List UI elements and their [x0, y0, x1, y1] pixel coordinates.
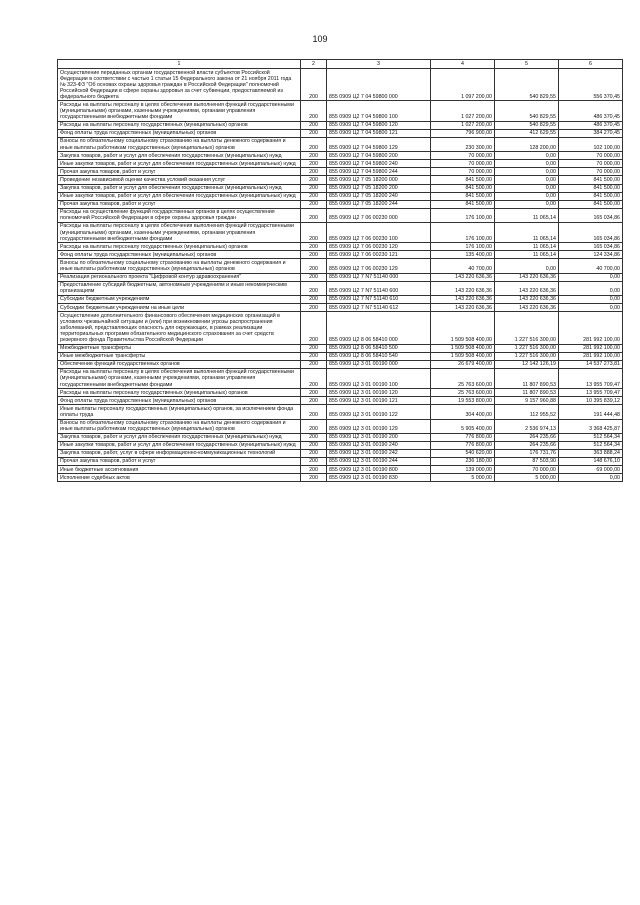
row-kbk-cell: 855 0909 Ц2 7 04 59800 200: [327, 152, 431, 160]
row-name-cell: Взносы по обязательному социальному страхованию на выплаты денежного содержания и иные выплаты работникам государственных (муниципальных) органов: [58, 419, 301, 433]
row-name-cell: Закупка товаров, работ и услуг для обеспечения государственных (муниципальных) нужд: [58, 184, 301, 192]
column-header-6: 6: [559, 60, 623, 69]
row-approved-cell: 841 500,00: [431, 184, 495, 192]
budget-execution-table: [57, 59, 623, 482]
row-approved-cell: 841 500,00: [431, 192, 495, 200]
row-unexecuted-cell: 124 334,86: [559, 251, 623, 259]
row-unexecuted-cell: 281 992 100,00: [559, 344, 623, 352]
row-kbk-cell: 855 0909 Ц2 8 06 58410 500: [327, 344, 431, 352]
row-approved-cell: 143 220 636,36: [431, 273, 495, 281]
row-name-cell: Иные бюджетные ассигнования: [58, 466, 301, 474]
row-name-cell: Иные закупки товаров, работ и услуг для обеспечения государственных (муниципальных) нужд: [58, 192, 301, 200]
row-kbk-cell: 855 0909 Ц2 7 N7 51140 610: [327, 295, 431, 303]
row-approved-cell: 5 905 400,00: [431, 419, 495, 433]
row-name-cell: Фонд оплаты труда государственных (муниципальных) органов: [58, 251, 301, 259]
table-body: [58, 69, 623, 482]
row-code-cell: 200: [301, 129, 327, 137]
row-executed-cell: 11 807 890,53: [495, 389, 559, 397]
row-code-cell: 200: [301, 281, 327, 295]
table-header: [58, 60, 623, 69]
row-executed-cell: 412 629,55: [495, 129, 559, 137]
row-approved-cell: 236 180,00: [431, 457, 495, 465]
table-row: [58, 101, 623, 121]
row-kbk-cell: 855 0909 Ц2 8 06 58410 000: [327, 312, 431, 344]
table-row: [58, 192, 623, 200]
row-executed-cell: 264 235,66: [495, 433, 559, 441]
row-approved-cell: 139 000,00: [431, 466, 495, 474]
row-code-cell: 200: [301, 312, 327, 344]
row-unexecuted-cell: 281 992 100,00: [559, 312, 623, 344]
row-code-cell: 200: [301, 184, 327, 192]
table-row: [58, 129, 623, 137]
table-row: [58, 69, 623, 101]
row-executed-cell: 9 157 960,88: [495, 397, 559, 405]
row-executed-cell: 11 065,14: [495, 208, 559, 222]
table-row: [58, 281, 623, 295]
row-executed-cell: 11 065,14: [495, 251, 559, 259]
table-row: [58, 137, 623, 151]
row-kbk-cell: 855 0909 Ц2 3 01 00190 121: [327, 397, 431, 405]
row-name-cell: Прочая закупка товаров, работ и услуг: [58, 168, 301, 176]
row-unexecuted-cell: 165 034,86: [559, 208, 623, 222]
row-executed-cell: 176 731,76: [495, 449, 559, 457]
table-row: [58, 360, 623, 368]
row-unexecuted-cell: 486 370,45: [559, 101, 623, 121]
row-kbk-cell: 855 0909 Ц2 7 N7 51140 600: [327, 281, 431, 295]
row-code-cell: 200: [301, 168, 327, 176]
row-approved-cell: 176 100,00: [431, 243, 495, 251]
row-unexecuted-cell: 10 395 839,12: [559, 397, 623, 405]
table-row: [58, 419, 623, 433]
column-header-1: 1: [58, 60, 301, 69]
row-approved-cell: 5 000,00: [431, 474, 495, 482]
row-kbk-cell: 855 0909 Ц2 7 05 18200 240: [327, 192, 431, 200]
row-kbk-cell: 855 0909 Ц2 7 06 00230 120: [327, 243, 431, 251]
table-row: [58, 368, 623, 388]
row-name-cell: Исполнение судебных актов: [58, 474, 301, 482]
row-name-cell: Прочая закупка товаров, работ и услуг: [58, 200, 301, 208]
row-name-cell: Иные закупки товаров, работ и услуг для обеспечения государственных (муниципальных) нужд: [58, 441, 301, 449]
row-code-cell: 200: [301, 259, 327, 273]
row-name-cell: Осуществление дополнительного финансового обеспечения медицинских организаций в условиях чрезвычайной ситуации и (или) при возникновении угрозы распространения заболеваний, представляющих опасность для окружающих, в рамках реализации территориальных программ обязательного медицинского страхования за счет средств резервного фонда Правительства Российской Федерации: [58, 312, 301, 344]
row-code-cell: 200: [301, 360, 327, 368]
row-approved-cell: 304 400,00: [431, 405, 495, 419]
row-code-cell: 200: [301, 273, 327, 281]
row-code-cell: 200: [301, 405, 327, 419]
row-unexecuted-cell: 14 537 273,81: [559, 360, 623, 368]
column-header-5: 5: [495, 60, 559, 69]
table-row: [58, 121, 623, 129]
table-row: [58, 449, 623, 457]
table-row: [58, 474, 623, 482]
row-unexecuted-cell: 0,00: [559, 281, 623, 295]
row-unexecuted-cell: 841 500,00: [559, 192, 623, 200]
row-kbk-cell: 855 0909 Ц2 7 04 59800 000: [327, 69, 431, 101]
row-approved-cell: 40 700,00: [431, 259, 495, 273]
row-unexecuted-cell: 0,00: [559, 474, 623, 482]
row-code-cell: 200: [301, 397, 327, 405]
table-row: [58, 344, 623, 352]
column-header-2: 2: [301, 60, 327, 69]
row-code-cell: 200: [301, 368, 327, 388]
row-name-cell: Прочая закупка товаров, работ и услуг: [58, 457, 301, 465]
row-name-cell: Расходы на выплаты персоналу государственных (муниципальных) органов: [58, 389, 301, 397]
row-unexecuted-cell: 0,00: [559, 273, 623, 281]
table-row: [58, 168, 623, 176]
table-row: [58, 251, 623, 259]
row-name-cell: Субсидии бюджетным учреждениям на иные цели: [58, 304, 301, 312]
row-kbk-cell: 855 0909 Ц2 7 06 00230 121: [327, 251, 431, 259]
row-unexecuted-cell: 70 000,00: [559, 160, 623, 168]
row-code-cell: 200: [301, 200, 327, 208]
row-kbk-cell: 855 0909 Ц2 7 04 59800 120: [327, 121, 431, 129]
table-row: [58, 176, 623, 184]
row-kbk-cell: 855 0909 Ц2 7 06 00230 129: [327, 259, 431, 273]
row-approved-cell: 26 679 400,00: [431, 360, 495, 368]
row-unexecuted-cell: 148 676,10: [559, 457, 623, 465]
row-name-cell: Расходы на выплаты персоналу в целях обеспечения выполнения функций государственными (муниципальными) органами, казенными учреждениями, органами управления государственными внебюджетными фондами: [58, 222, 301, 242]
row-approved-cell: 143 220 636,36: [431, 281, 495, 295]
table-row: [58, 184, 623, 192]
row-executed-cell: 540 829,55: [495, 69, 559, 101]
row-kbk-cell: 855 0909 Ц2 3 01 00190 122: [327, 405, 431, 419]
row-name-cell: Взносы по обязательному социальному страхованию на выплаты денежного содержания и иные выплаты работникам государственных (муниципальных) органов: [58, 259, 301, 273]
row-kbk-cell: 855 0909 Ц2 7 05 18200 244: [327, 200, 431, 208]
row-code-cell: 200: [301, 192, 327, 200]
table-row: [58, 295, 623, 303]
row-unexecuted-cell: 486 370,45: [559, 121, 623, 129]
row-approved-cell: 1 027 200,00: [431, 121, 495, 129]
row-approved-cell: 25 763 600,00: [431, 368, 495, 388]
row-unexecuted-cell: 841 500,00: [559, 184, 623, 192]
row-kbk-cell: 855 0909 Ц2 7 04 59800 240: [327, 160, 431, 168]
row-name-cell: Расходы на выплаты персоналу государственных (муниципальных) органов: [58, 243, 301, 251]
row-approved-cell: 776 800,00: [431, 441, 495, 449]
row-approved-cell: 135 400,00: [431, 251, 495, 259]
row-approved-cell: 143 220 636,36: [431, 304, 495, 312]
row-executed-cell: 0,00: [495, 160, 559, 168]
row-kbk-cell: 855 0909 Ц2 3 01 00190 100: [327, 368, 431, 388]
row-code-cell: 200: [301, 352, 327, 360]
row-name-cell: Расходы на осуществление функций государственных органов в целях осуществления полномочий Российской Федерации в сфере охраны здоровья граждан: [58, 208, 301, 222]
row-unexecuted-cell: 384 270,45: [559, 129, 623, 137]
row-executed-cell: 112 955,52: [495, 405, 559, 419]
row-code-cell: 200: [301, 243, 327, 251]
row-code-cell: 200: [301, 344, 327, 352]
row-code-cell: 200: [301, 457, 327, 465]
table-row: [58, 433, 623, 441]
row-unexecuted-cell: 512 564,34: [559, 433, 623, 441]
row-name-cell: Расходы на выплаты персоналу государственных (муниципальных) органов: [58, 121, 301, 129]
row-unexecuted-cell: 363 888,24: [559, 449, 623, 457]
row-name-cell: Фонд оплаты труда государственных (муниципальных) органов: [58, 129, 301, 137]
row-executed-cell: 1 227 516 300,00: [495, 352, 559, 360]
table-row: [58, 457, 623, 465]
row-kbk-cell: 855 0909 Ц2 7 05 18200 200: [327, 184, 431, 192]
row-unexecuted-cell: 40 700,00: [559, 259, 623, 273]
row-unexecuted-cell: 165 034,86: [559, 243, 623, 251]
row-executed-cell: 0,00: [495, 200, 559, 208]
row-unexecuted-cell: 3 368 425,87: [559, 419, 623, 433]
row-name-cell: Закупка товаров, работ, услуг в сфере информационно-коммуникационных технологий: [58, 449, 301, 457]
row-unexecuted-cell: 281 992 100,00: [559, 352, 623, 360]
row-executed-cell: 0,00: [495, 168, 559, 176]
row-kbk-cell: 855 0909 Ц2 3 01 00190 000: [327, 360, 431, 368]
row-executed-cell: 11 807 890,53: [495, 368, 559, 388]
row-approved-cell: 143 220 636,36: [431, 295, 495, 303]
row-code-cell: 200: [301, 101, 327, 121]
row-approved-cell: 540 620,00: [431, 449, 495, 457]
column-header-3: 3: [327, 60, 431, 69]
table-row: [58, 304, 623, 312]
row-unexecuted-cell: 0,00: [559, 295, 623, 303]
row-executed-cell: 0,00: [495, 176, 559, 184]
column-header-4: 4: [431, 60, 495, 69]
row-executed-cell: 87 503,90: [495, 457, 559, 465]
row-name-cell: Реализация регионального проекта "Цифровой контур здравоохранения": [58, 273, 301, 281]
row-executed-cell: 264 235,66: [495, 441, 559, 449]
row-code-cell: 200: [301, 137, 327, 151]
row-code-cell: 200: [301, 222, 327, 242]
table-row: [58, 243, 623, 251]
row-executed-cell: 540 829,55: [495, 121, 559, 129]
row-unexecuted-cell: 841 500,00: [559, 200, 623, 208]
row-unexecuted-cell: 512 564,34: [559, 441, 623, 449]
row-kbk-cell: 855 0909 Ц2 3 01 00190 129: [327, 419, 431, 433]
row-unexecuted-cell: 69 000,00: [559, 466, 623, 474]
row-kbk-cell: 855 0909 Ц2 7 04 59800 100: [327, 101, 431, 121]
row-name-cell: Расходы на выплаты персоналу в целях обеспечения выполнения функций государственными (муниципальными) органами, казенными учреждениями, органами управления государственными внебюджетными фондами: [58, 101, 301, 121]
table-row: [58, 389, 623, 397]
row-approved-cell: 1 509 508 400,00: [431, 344, 495, 352]
row-approved-cell: 776 800,00: [431, 433, 495, 441]
row-approved-cell: 1 027 200,00: [431, 101, 495, 121]
row-kbk-cell: 855 0909 Ц2 3 01 00190 120: [327, 389, 431, 397]
row-kbk-cell: 855 0909 Ц2 7 N7 51140 000: [327, 273, 431, 281]
row-name-cell: Расходы на выплаты персоналу в целях обеспечения выполнения функций государственными (муниципальными) органами, казенными учреждениями, органами управления государственными внебюджетными фондами: [58, 368, 301, 388]
table-row: [58, 200, 623, 208]
row-unexecuted-cell: 165 034,86: [559, 222, 623, 242]
row-name-cell: Закупка товаров, работ и услуг для обеспечения государственных (муниципальных) нужд: [58, 433, 301, 441]
row-executed-cell: 0,00: [495, 259, 559, 273]
row-kbk-cell: 855 0909 Ц2 3 01 00190 800: [327, 466, 431, 474]
row-approved-cell: 70 000,00: [431, 168, 495, 176]
row-kbk-cell: 855 0909 Ц2 3 01 00190 244: [327, 457, 431, 465]
row-approved-cell: 19 553 800,00: [431, 397, 495, 405]
row-executed-cell: 1 227 516 300,00: [495, 344, 559, 352]
row-kbk-cell: 855 0909 Ц2 7 04 59800 129: [327, 137, 431, 151]
row-executed-cell: 143 220 636,36: [495, 295, 559, 303]
row-executed-cell: 1 227 516 300,00: [495, 312, 559, 344]
row-kbk-cell: 855 0909 Ц2 7 06 00230 000: [327, 208, 431, 222]
row-unexecuted-cell: 102 100,00: [559, 137, 623, 151]
row-executed-cell: 143 220 636,36: [495, 281, 559, 295]
row-kbk-cell: 855 0909 Ц2 7 04 59800 121: [327, 129, 431, 137]
row-code-cell: 200: [301, 208, 327, 222]
row-name-cell: Межбюджетные трансферты: [58, 344, 301, 352]
row-approved-cell: 176 100,00: [431, 208, 495, 222]
row-code-cell: 200: [301, 433, 327, 441]
row-name-cell: Взносы по обязательному социальному страхованию на выплаты денежного содержания и иные выплаты работникам государственных (муниципальных) органов: [58, 137, 301, 151]
row-code-cell: 200: [301, 176, 327, 184]
row-approved-cell: 1 509 508 400,00: [431, 352, 495, 360]
row-unexecuted-cell: 841 500,00: [559, 176, 623, 184]
row-code-cell: 200: [301, 152, 327, 160]
table-row: [58, 312, 623, 344]
row-kbk-cell: 855 0909 Ц2 3 01 00190 240: [327, 441, 431, 449]
row-approved-cell: 230 300,00: [431, 137, 495, 151]
row-name-cell: Субсидии бюджетным учреждениям: [58, 295, 301, 303]
row-approved-cell: 1 097 200,00: [431, 69, 495, 101]
row-code-cell: 200: [301, 304, 327, 312]
row-name-cell: Иные выплаты персоналу государственных (муниципальных) органов, за исключением фонда оплаты труда: [58, 405, 301, 419]
row-unexecuted-cell: 556 370,45: [559, 69, 623, 101]
row-executed-cell: 143 220 636,36: [495, 273, 559, 281]
row-approved-cell: 176 100,00: [431, 222, 495, 242]
row-kbk-cell: 855 0909 Ц2 3 01 00190 830: [327, 474, 431, 482]
row-name-cell: Обеспечение функций государственных органов: [58, 360, 301, 368]
table-row: [58, 441, 623, 449]
table-row: [58, 160, 623, 168]
row-code-cell: 200: [301, 441, 327, 449]
table-row: [58, 273, 623, 281]
row-executed-cell: 12 142 126,19: [495, 360, 559, 368]
row-executed-cell: 143 220 636,36: [495, 304, 559, 312]
row-name-cell: Иные межбюджетные трансферты: [58, 352, 301, 360]
row-kbk-cell: 855 0909 Ц2 8 06 58410 540: [327, 352, 431, 360]
row-approved-cell: 841 500,00: [431, 200, 495, 208]
row-code-cell: 200: [301, 474, 327, 482]
row-approved-cell: 841 500,00: [431, 176, 495, 184]
table-row: [58, 208, 623, 222]
row-name-cell: Осуществление переданных органам государственной власти субъектов Российской Федерации в соответствии с частью 1 статьи 15 Федерального закона от 21 ноября 2011 года № 323-ФЗ "Об основах охраны здоровья граждан в Российской Федерации" полномочий Российской Федерации в сфере охраны здоровья за счет субвенции, предоставляемой из федерального бюджета: [58, 69, 301, 101]
row-unexecuted-cell: 13 955 709,47: [559, 389, 623, 397]
table-row: [58, 405, 623, 419]
row-code-cell: 200: [301, 466, 327, 474]
row-executed-cell: 0,00: [495, 152, 559, 160]
header-row: [58, 60, 623, 69]
page-number: 109: [312, 34, 328, 44]
row-approved-cell: 70 000,00: [431, 160, 495, 168]
row-approved-cell: 25 763 600,00: [431, 389, 495, 397]
row-kbk-cell: 855 0909 Ц2 3 01 00190 200: [327, 433, 431, 441]
row-code-cell: 200: [301, 449, 327, 457]
row-name-cell: Иные закупки товаров, работ и услуг для обеспечения государственных (муниципальных) нужд: [58, 160, 301, 168]
row-executed-cell: 540 829,55: [495, 101, 559, 121]
row-code-cell: 200: [301, 69, 327, 101]
row-code-cell: 200: [301, 251, 327, 259]
row-executed-cell: 2 536 974,13: [495, 419, 559, 433]
row-code-cell: 200: [301, 121, 327, 129]
row-code-cell: 200: [301, 389, 327, 397]
row-executed-cell: 5 000,00: [495, 474, 559, 482]
row-executed-cell: 0,00: [495, 192, 559, 200]
row-unexecuted-cell: 70 000,00: [559, 152, 623, 160]
row-executed-cell: 70 000,00: [495, 466, 559, 474]
row-approved-cell: 70 000,00: [431, 152, 495, 160]
row-unexecuted-cell: 0,00: [559, 304, 623, 312]
row-name-cell: Фонд оплаты труда государственных (муниципальных) органов: [58, 397, 301, 405]
row-kbk-cell: 855 0909 Ц2 3 01 00190 242: [327, 449, 431, 457]
row-approved-cell: 1 509 508 400,00: [431, 312, 495, 344]
table-row: [58, 152, 623, 160]
table-row: [58, 259, 623, 273]
row-executed-cell: 11 065,14: [495, 243, 559, 251]
row-approved-cell: 796 900,00: [431, 129, 495, 137]
row-kbk-cell: 855 0909 Ц2 7 N7 51140 612: [327, 304, 431, 312]
table-row: [58, 397, 623, 405]
row-executed-cell: 0,00: [495, 184, 559, 192]
row-kbk-cell: 855 0909 Ц2 7 06 00230 100: [327, 222, 431, 242]
row-code-cell: 200: [301, 295, 327, 303]
table-row: [58, 222, 623, 242]
row-name-cell: Закупка товаров, работ и услуг для обеспечения государственных (муниципальных) нужд: [58, 152, 301, 160]
table-row: [58, 352, 623, 360]
table-row: [58, 466, 623, 474]
row-kbk-cell: 855 0909 Ц2 7 04 59800 244: [327, 168, 431, 176]
row-code-cell: 200: [301, 419, 327, 433]
row-unexecuted-cell: 70 000,00: [559, 168, 623, 176]
row-unexecuted-cell: 191 444,48: [559, 405, 623, 419]
row-name-cell: Предоставление субсидий бюджетным, автономным учреждениям и иным некоммерческим организациям: [58, 281, 301, 295]
row-name-cell: Проведение независимой оценки качества условий оказания услуг: [58, 176, 301, 184]
row-code-cell: 200: [301, 160, 327, 168]
row-executed-cell: 128 200,00: [495, 137, 559, 151]
row-kbk-cell: 855 0909 Ц2 7 05 18200 000: [327, 176, 431, 184]
row-unexecuted-cell: 13 955 709,47: [559, 368, 623, 388]
row-executed-cell: 11 065,14: [495, 222, 559, 242]
